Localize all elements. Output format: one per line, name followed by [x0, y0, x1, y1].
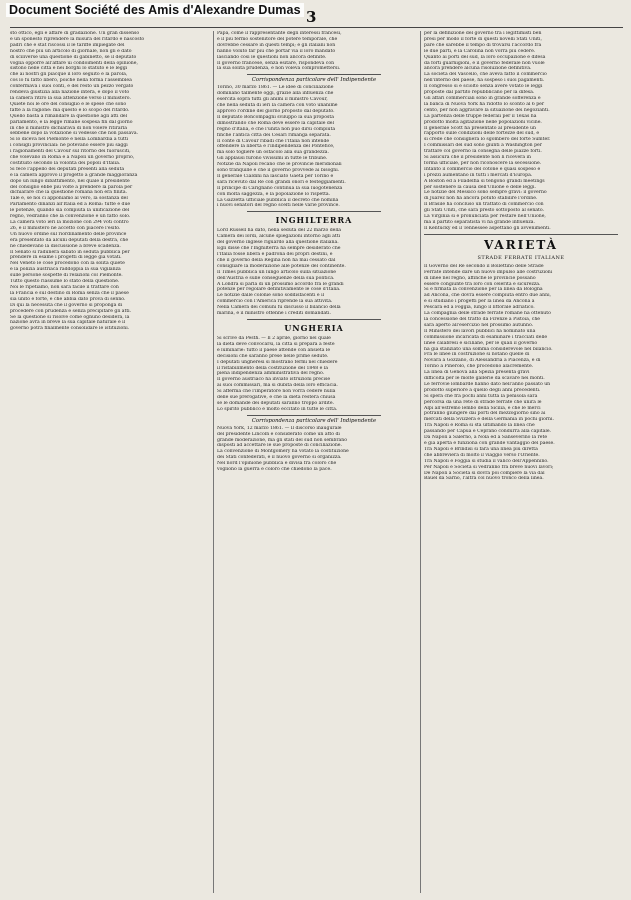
text-line: disposti ad accettare le sue proposte di conciliazione. [217, 443, 342, 449]
text-line: con molta saggezza, e la popolazione lo rispetta. [217, 191, 331, 197]
text-line: Novara a Gozzano, di Alessandria a Piacenza, e di [424, 358, 541, 364]
text-line: nostro che più un articolo di giornale, non gli è dato [10, 48, 132, 54]
text-line: approvò l'ordine del giorno proposto dal deputato. [217, 108, 335, 114]
text-line: da forti guarnigioni, e il governo federale non vuole [424, 60, 545, 66]
text-line: I deputati ungheresi si mostrano fermi nel chiedere [217, 359, 338, 365]
text-line: la Francia e sul destino di Roma senza che il paese [10, 290, 129, 296]
text-line: Si scrive da Pesth. — Il 2 aprile, giorno nel quale [217, 335, 331, 341]
text-line: offendere la libertà e l'indipendenza del Pontefice, [217, 144, 335, 150]
column-2 [217, 31, 411, 893]
text-line: l'Italia fosse libera e padrona dei propri destini, e [217, 252, 333, 257]
text-line: dovrebbe cessare in questi tempi; e gli italiani non [217, 42, 336, 48]
text-line: la dieta deve convocarsi, la città si prepara a feste [217, 341, 335, 347]
text-line: Intanto il commercio del cotone è quasi sospeso e [424, 166, 541, 172]
text-line: governo potrà finalmente consolidare le istituzioni. [10, 326, 130, 332]
text-line: lasciando così le questioni non ancora definite. [217, 54, 327, 60]
column-3 [424, 31, 618, 893]
text-line: ha già stanziato una somma considerevole nel bilancio. [424, 346, 553, 352]
col1-body-text [10, 114, 204, 197]
text-line: La partenza delle truppe federali per il Texas ha [424, 113, 537, 119]
text-line: e la polizia austriaca raddoppia la sua vigilanza [10, 267, 121, 273]
text-line: Lo spirito pubblico è molto eccitato in tutte le città. [217, 406, 338, 412]
column-1 [10, 31, 204, 893]
text-line: Torino a Pinerolo, che procedono alacremente. [424, 364, 534, 370]
text-line: I commissari del sud sono giunti a Washington per [424, 143, 542, 149]
text-line: ad Ancona, che dovrà essere compiuta entro due anni, [424, 293, 552, 299]
text-line: era presentato da alcuni deputati della destra, che [10, 237, 129, 243]
text-line: Di qui la necessità che il governo si proponga di [10, 302, 123, 308]
text-line: sarà aperto all'esercizio nel prossimo autunno. [424, 322, 534, 328]
text-line: del consiglio ebbe più volte a prendere la parola per [10, 184, 133, 190]
text-line: rendeva giustizia alla nazione intera, e dopo il voto [10, 90, 130, 96]
text-line: ma solo togliere un ostacolo alla sua grandezza. [217, 150, 329, 156]
text-line: regno d'Italia, e che l'unità non può dirsi compiuta [217, 126, 336, 132]
text-line: Nuova York, 12 marzo 1861. — Il discorso inaugurale [217, 425, 342, 431]
col2-correspondence-text [217, 85, 411, 209]
text-line: La Virginia si è pronunciata per restare nell'Unione, [424, 214, 546, 220]
text-line: Lord Russell ha dato, nella seduta del 22 marzo della [217, 228, 342, 234]
text-line: nazione avrà in breve la sua capitale naturale e il [10, 320, 126, 326]
text-line: e la camera approvò il progetto a grande maggioranza [10, 172, 138, 178]
text-line: Si assicura che il presidente non li riceverà in [424, 155, 531, 161]
text-line: in che il ministro dichiarava di non volere ritirarla [10, 125, 128, 131]
text-line: Tra Napoli e Roma si sta ultimando la linea che [424, 423, 535, 429]
separator [247, 211, 381, 212]
text-line: A Boston ed a Filadelfia si tengono grandi meetings [424, 178, 545, 184]
text-line: ma il partito separatista vi ha grande influenza. [424, 220, 536, 225]
text-line: che volevano in Roma e a Napoli un governo proprio, [10, 155, 135, 161]
text-line: Tra Napoli e Foggia si studia il valico dell'Appennino. [424, 458, 549, 464]
text-line: cos lo fu fatto libero, poichè nella forma l'assemblea [10, 78, 132, 84]
text-line: di sciliverse una questione di gabinetto, se il deputato [10, 54, 137, 60]
text-line: Alpi all'estremo lembo della Sicilia, e che le merci [424, 405, 541, 411]
text-line: commissione incaricata di esaminare i tracciati delle [424, 334, 548, 340]
text-line: Da Napoli a Salerno, a Nola ed a Sanseverino la rete [424, 435, 548, 441]
inghilterra-heading: INGHILTERRA [275, 215, 353, 226]
text-line: Si spera che fra pochi anni tutta la penisola sarà [424, 393, 538, 399]
text-line: confermava i suoi conti, e del resto un pezzo vergato [10, 84, 134, 90]
text-line: Sì lo diceva nel Piemonte e nella Lombardia a tutti [10, 137, 129, 143]
text-line: parlamento, e la legge rimane sospesa fin dal giorno [10, 119, 133, 125]
text-line: Torino, 30 marzo 1861. — Le idee di conciliazione [217, 85, 334, 91]
text-line: Il Governo del Re secondo il Bollettino delle Strade [424, 263, 544, 269]
text-line: Quiete noi le ore del consiglio e le spese che sono [10, 101, 127, 107]
text-line: Il Ministero dei lavori pubblici ha nominato una [424, 328, 536, 334]
text-line: la camera ritirò la sua attenzione verso il ministero. [10, 95, 131, 101]
text-line: Tra Napoli e Brindisi si farà una linea più diretta [424, 446, 538, 452]
text-line: che ai nostri gli piacque il loro seguito e la parola, [10, 72, 128, 78]
text-line: forma ufficiale, per non riconoscere la secessione. [424, 160, 542, 166]
text-line: e un sponesto riprendere la misura del ritardo è nascosto [10, 36, 145, 42]
text-line: costituito secondo la volontà dei popoli d'Italia. [10, 160, 121, 166]
text-line: gli Stati Uniti, che sarà presto sottoposto al senato. [424, 208, 545, 214]
col1-top-text [10, 31, 204, 114]
text-line: per la definizione del governo tra i legittimisti ben [424, 31, 542, 36]
text-line: le due parti, e la Carolina non vorrà più cedere. [424, 48, 536, 54]
text-line: Gli applausi furono vivissimi in tutte le tribune. [217, 156, 328, 162]
col1-body2-text [10, 196, 204, 285]
text-line: i prezzi aumentano in tutti i mercati d'Europa. [424, 172, 533, 178]
text-line: che il governo della Regina non ha mai cessato dal [217, 257, 336, 263]
text-line: ne chiedevano la discussione a breve scadenza. [10, 243, 121, 249]
text-line: pare che sarebbe il tempo di trovarsi l'accordo fra [424, 42, 542, 48]
text-line: e si studiano i progetti per la linea da Ancona a [424, 299, 535, 305]
text-line: procedere con prudenza e senza precipitare gli atti. [10, 308, 132, 314]
text-line: Il Senato si radunerà sabato in seduta pubblica per [10, 249, 130, 255]
separator [247, 415, 381, 416]
text-line: rapporto sulle condizioni delle fortezze del sud, e [424, 131, 540, 137]
text-line: del governo inglese riguardo alla questione italiana. [217, 240, 339, 246]
text-line: Il governo austriaco ha inviato istruzioni precise [217, 377, 331, 383]
varieta-heading: VARIETÀ [483, 237, 558, 252]
text-line: per sostenere la causa dell'Unione e delle leggi. [424, 184, 536, 190]
text-line: i nuovi senatori del regno scelti nelle varie province. [217, 203, 340, 209]
text-line: potranno giungere dai porti del mezzogiorno sino ai [424, 411, 546, 417]
text-line: La società del Vascello, che aveva fatto il commercio [424, 72, 547, 78]
text-line: nell'interno del paese, ha sospeso i suoi pagamenti. [424, 78, 545, 84]
text-line: sia unito e forte, e che abbia dato prova di senno. [10, 296, 126, 302]
text-line: piena indipendenza amministrativa del regno. [217, 371, 325, 377]
text-line: sebbene dopo la votazione si vedesse che non passava. [10, 131, 139, 137]
text-line: i ragionamenti del Cavour sul ritorno dei fuorusciti, [10, 149, 131, 155]
text-line: se le domande dei deputati saranno troppo ardite. [217, 400, 335, 406]
text-line: Papa, come il rappresentante degli interessi francesi, [217, 31, 342, 36]
text-line: Quanto ai porti del sud, la loro occupazione è difesa [424, 54, 546, 60]
text-line: Nel nord l'opinione pubblica è divisa fra coloro che [217, 461, 337, 467]
text-line: 26, e il ministero ne accettò con piacere l'esito. [10, 225, 121, 231]
text-line: del presidente Lincoln è considerato come un atto di [217, 431, 340, 437]
text-line: finchè l'antica città dei Cesari rimanga separata. [217, 132, 331, 138]
text-line: il ristabilimento della costituzione del 1848 e la [217, 365, 328, 371]
text-line: Il generale Scott ha presentato al presidente un [424, 125, 536, 131]
column-divider-1 [213, 31, 214, 893]
watermark-label: Document Société des Amis d'Alexandre Dumas [6, 3, 304, 17]
correspondence-heading: Corrispondenza particolare dell' Indipendente [251, 77, 377, 84]
col3-top-text [424, 31, 618, 232]
text-line: Le ferrovie lombarde hanno dato nell'anno passato un [424, 381, 551, 387]
col2-correspondence2-text [217, 426, 411, 473]
ungheria-heading: UNGHERIA [284, 322, 344, 333]
text-line: la banca di Nuova York ha ridotto lo sconto al 6 per [424, 101, 545, 107]
text-line: prodotto superiore a quello degli anni precedenti. [424, 387, 541, 393]
text-line: cento, per non aggravare la situazione dei negozianti. [424, 107, 550, 113]
text-line: ai suoi commissari, ma si dubita della loro efficacia. [217, 383, 338, 389]
col3-varieta-text [424, 264, 618, 483]
text-line: di linee nel regno, affinchè le provincie possano [424, 275, 536, 281]
text-line: Se la questione si risolve come ognuno desidera, la [10, 314, 130, 320]
text-line: sono tranquille e che il governo provvede ai bisogni. [217, 168, 340, 174]
text-line: La camera votò ieri la mozione con 294 voti contro [10, 220, 129, 225]
text-line: Gli affari commerciali sono in grande sofferenza e [424, 95, 541, 101]
col2-top-text [217, 31, 411, 72]
text-line: presi per modo il forte di questi novelli Stati Uniti, [424, 36, 542, 42]
text-line: marina, e il ministro ottenne i crediti domandati. [217, 311, 331, 317]
text-line: si crede che consiglierà lo sgombero del forte Sumter. [424, 137, 551, 143]
text-line: la sua solita prudenza, e non voleva compromettersi. [217, 66, 341, 72]
text-line: Il governo francese, senza esitare, rispondeva con [217, 60, 335, 66]
text-line: Le notizie dalle colonie sono soddisfacenti e il [217, 293, 325, 299]
text-line: Bauel da Sarno, l'altra col nuovo tronco della linea. [424, 476, 544, 482]
text-line: Il conte di Cavour ribadì che l'Italia non intende [217, 138, 330, 144]
text-line: La compagnia delle strade ferrate romane ha ottenuto [424, 311, 551, 317]
text-line: Il congresso si è sciolto senza avere votato le leggi [424, 84, 543, 90]
text-line: e il più fermo sostenitore del potere temporale, che [217, 36, 338, 42]
text-line: commercio con l'America riprende la sua attività. [217, 299, 333, 305]
text-line: passando per Capua e Ceprano condurrà alla capitale. [424, 429, 552, 435]
text-line: dominano talmente oggi, grazie alla influenza che [217, 91, 334, 97]
text-line: La convenzione di Montgomery ha votato la costituzione [217, 449, 349, 455]
text-line: Tale è, se noi ci apponiamo al vero, la sostanza del [10, 196, 128, 202]
text-line: fatte a la ragione: ma questo è lo scopo del ritardo. [10, 107, 130, 113]
text-line: delle sue prerogative, e che la dieta resterà chiusa [217, 395, 336, 401]
text-line: sarà ricevuto dal Re con grandi onori e festeggiamenti. [217, 179, 346, 185]
text-line: vogliono la guerra e coloro che chiedono la pace. [217, 467, 332, 473]
text-line: Ferrate intende dare un nuovo impulso alle costruzioni [424, 269, 553, 275]
text-line: Si fece l'appello dei deputati presenti alla seduta [10, 166, 125, 172]
text-line: Fra le linee in costruzione si notano quelle di [424, 352, 530, 358]
text-line: Le notizie del Messico sono sempre gravi: il governo [424, 190, 547, 196]
text-line: difficoltà per le molte gallerie da scavare nei monti. [424, 376, 545, 382]
text-line: sulle persone sospette di relazioni col Piemonte. [10, 273, 123, 279]
text-line: potenze per regolare definitivamente le cose d'Italia. [217, 287, 341, 293]
text-line: Si è firmata la convenzione per la linea da Bologna [424, 287, 543, 293]
text-line: Si afferma che l'imperatore non vorrà cedere nulla [217, 389, 336, 395]
text-line: Notizie da Napoli recano che le provincie meridionali [217, 162, 342, 168]
text-line: hanno voluto far più che portar via il loro mandato [217, 48, 336, 54]
text-line: dei Stati confederati, e il nuovo governo si organizza. [217, 455, 342, 461]
text-line: regno, vedranno che la convenzione è un fatto solo. [10, 214, 131, 220]
separator [424, 234, 618, 235]
text-line: Egli disse che l'Inghilterra ha sempre desiderato che [217, 246, 341, 252]
text-line: La linea di Genova alla Spezia presenta gravi [424, 370, 530, 376]
text-line: consigliare la moderazione alle potenze del continente. [217, 263, 346, 269]
text-line: Il deputato Boncompagni sviluppò la sua proposta [217, 114, 334, 120]
text-line: dopo un lungo dibattimento, nel quale il presidente [10, 178, 130, 184]
text-line: sto ottico, egli è affare di gradazione. Un gran dissenso [10, 31, 140, 36]
text-line: Il Kentucky ed il Tennessee aspettano gli avvenimenti. [424, 225, 551, 231]
text-line: che abbrevierà di molto il viaggio verso l'Oriente. [424, 452, 540, 458]
col2-inghilterra-text [217, 228, 411, 317]
text-line: dell'Austria e sulle conseguenze della sua politica. [217, 275, 335, 281]
strade-ferrate-subheading: STRADE FERRATE ITALIANE [477, 254, 565, 261]
text-line: ancora prendere alcuna risoluzione definitiva. [424, 66, 532, 72]
correspondence-heading-2: Corrispondenza particolare dell' Indipendente [251, 417, 377, 424]
text-line: Un nuovo ordine sul riordinamento delle province [10, 231, 127, 237]
text-line: prendere in esame i progetti di legge già votati. [10, 255, 122, 261]
page-number: 3 [306, 8, 317, 26]
text-line: di Juarez non ha ancora potuto stabilire l'ordine. [424, 196, 538, 202]
separator [247, 319, 381, 320]
text-line: Pescara ed a Foggia, lungo il littorale adriatico. [424, 305, 535, 311]
text-line: voglia opporre all'affare ui condoimenti della opinione, [10, 60, 138, 66]
text-line: i consigli provinciali: nè potevano essere più saggi [10, 143, 128, 149]
text-line: proposte dal partito repubblicano per la difesa. [424, 90, 535, 96]
text-line: decisioni che saranno prese nelle prime sedute. [217, 353, 329, 359]
text-line: Il Brasile ha concluso un trattato di commercio con [424, 202, 544, 208]
text-line: che nella seduta di ieri la camera con voto unanime [217, 103, 338, 109]
text-line: dimostrando che Roma deve essere la capitale del [217, 120, 334, 126]
text-line: A Londra si parla di un prossimo accordo fra le grandi [217, 281, 344, 287]
top-rule [10, 27, 623, 28]
text-line: trattare col governo la consegna delle piazze forti. [424, 149, 542, 155]
text-line: linee calabresi e siciliane, per le quali il governo [424, 340, 538, 346]
col1-body3-text [10, 285, 204, 332]
text-line: dichiarare che la questione romana non era finita. [10, 190, 128, 196]
text-line: percorsa da una rete di strade ferrate che unirà le [424, 399, 542, 405]
text-line: Il principe di Carignano continua la sua luogotenenza [217, 185, 343, 191]
column-divider-2 [420, 31, 421, 893]
text-line: sistono nelle città e nei borghi lo statuto e le leggi [10, 66, 128, 72]
text-line: Camera dei lordi, alcune spiegazioni intorno agli atti [217, 234, 341, 240]
separator [247, 74, 381, 75]
text-line: Parlamento dinanzi all'Italia ed a Roma: tutte e due [10, 202, 131, 208]
text-line: Noi le ripetiamo, non sarà facile il trattare con [10, 284, 119, 290]
text-line: Nella Camera dei comuni fu discusso il bilancio della [217, 305, 341, 311]
text-line: esercita sopra tutti gli animi il ministro Cavour, [217, 97, 328, 103]
col2-ungheria-text [217, 336, 411, 413]
text-line: De Napoli a Società si dovrà poi compiere la via dal [424, 470, 545, 476]
text-line: le potenze, quando sia compiuta la unificazione del [10, 208, 130, 214]
text-line: prodotto molta agitazione nelle popolazioni vicine. [424, 119, 542, 125]
text-line: mercati della Svizzera e della Germania in pochi giorni. [424, 417, 554, 423]
text-line: la concessione del tratto da Firenze a Pistoia, che [424, 316, 541, 322]
text-line: padri che è stat riscossi il le tariffe impiegate del [10, 42, 125, 48]
text-line: e luminarie: tutto il paese attende con ansietà le [217, 347, 331, 353]
text-line: Tutto questo riassume lo stato della questione. [10, 279, 120, 285]
text-line: essere congiunte tra loro con celerità e sicurezza. [424, 281, 541, 287]
text-line: Il Times pubblica un lungo articolo sulla situazione [217, 269, 337, 275]
text-line: Quello basta a rimandare la questione agli atti del [10, 113, 128, 119]
text-line: grande moderazione, ma gli stati del sud non sembrano [217, 437, 348, 443]
text-line: La Gazzetta ufficiale pubblica il decreto che nomina [217, 197, 339, 203]
text-line: Nel Veneto le cose procedono con la solita quiete [10, 261, 125, 267]
text-line: Il generale Cialdini ha lasciato Gaeta per Torino e [217, 173, 334, 179]
text-line: Per Napoli e Società si vedranno fra breve nuovi lavori; [424, 464, 554, 470]
text-line: è già aperta e funziona con grande vantaggio del paese. [424, 441, 555, 446]
